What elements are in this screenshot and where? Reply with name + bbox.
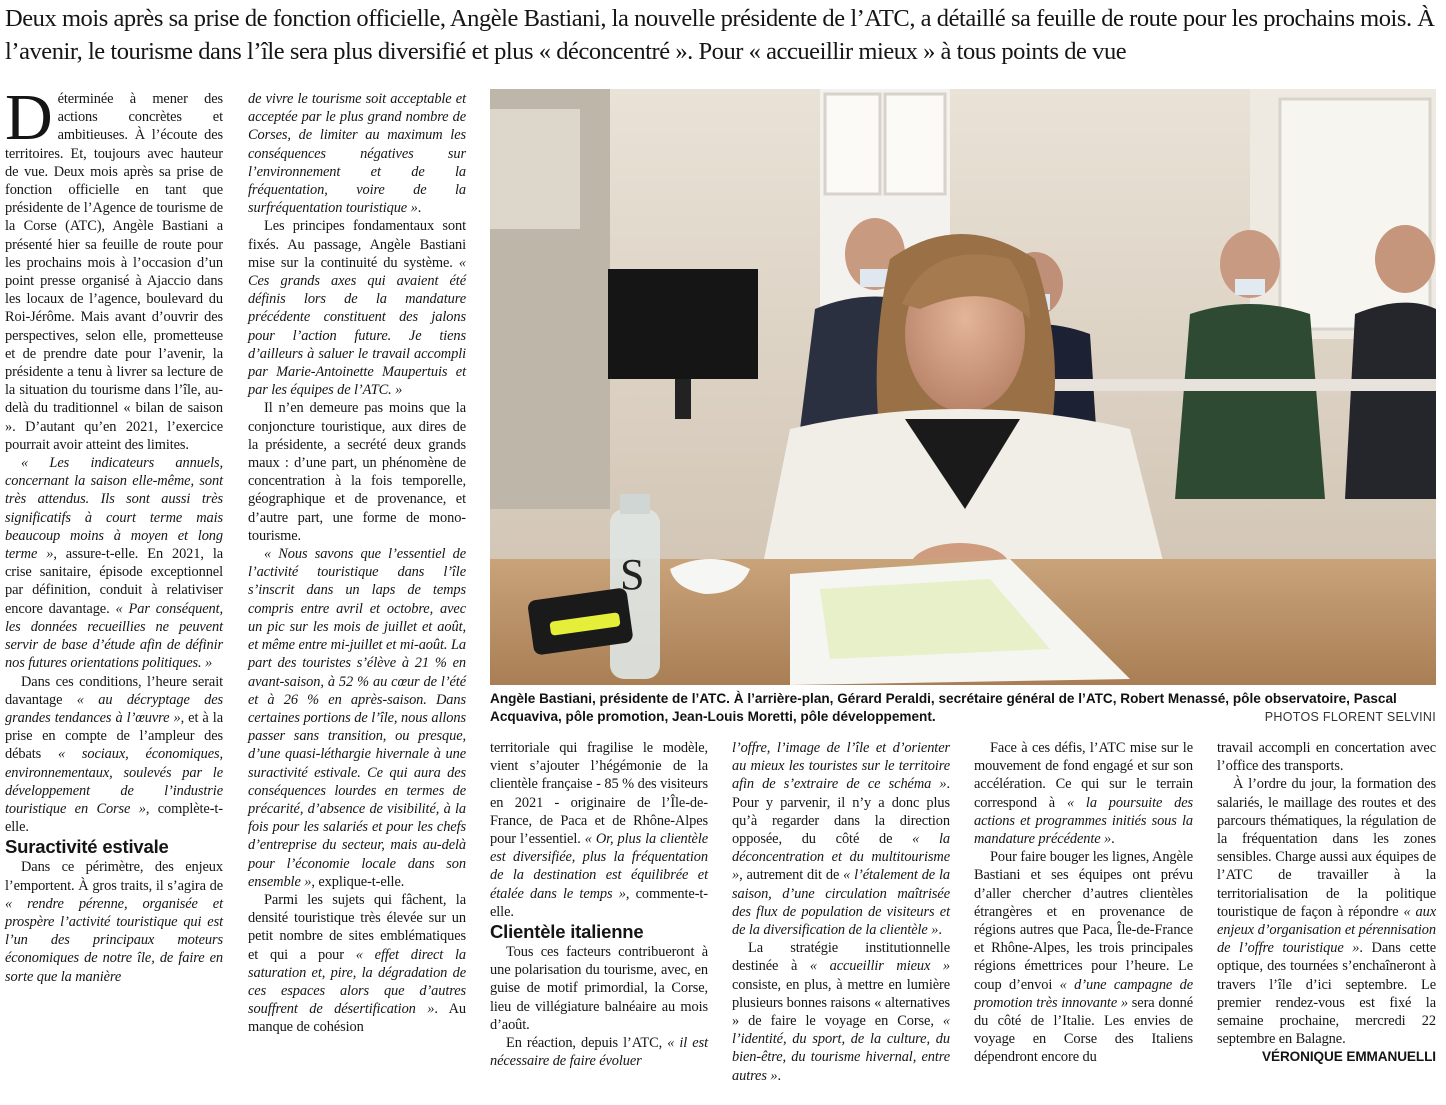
article-lede: Deux mois après sa prise de fonction officielle, Angèle Bastiani, la nouvelle présidente de l’ATC, a détaillé sa feuille de route pour les prochains mois. À l’avenir, le tourisme dans l’île sera plus diversifié et plus « déconcentré ». Pour « accueillir mieux » à tous points de vue	[5, 5, 1435, 65]
paragraph: Pour faire bouger les lignes, Angèle Bastiani et ses équipes ont prévu d’aller chercher d’autres clientèles étrangères et en provenance de régions autres que Paca, Île-de-France et Rhône-Alpes, les trois principales régions émettrices pour l’heure. Le coup d’envoi « d’une campagne de promotion très innovante » sera donné du côté de l’Italie. Les envies de voyage en Corse des Italiens dépendront encore du	[974, 849, 1193, 1066]
article-column-1	[5, 81, 224, 986]
paragraph: « Les indicateurs annuels, concernant la saison elle-même, sont très attendus. Ils sont aussi très significatifs à court terme mais beaucoup moins à moyen et long terme », assure-t-elle. En 2021, la crise sanitaire, épisode exceptionnel par définition, conduit à relativiser encore davantage. « Par conséquent, les données recueillies ne peuvent servir de base d’étude afin de définir nos futures orientations politiques. »	[5, 455, 224, 672]
paragraph: Les principes fondamentaux sont fixés. Au passage, Angèle Bastiani mise sur la continuité du système. « Ces grands axes qui avaient été définis lors de la mandature précédente constituent des jalons pour l’action future. Je tiens d’ailleurs à saluer le travail accompli par Marie-Antoinette Maupertuis et par les équipes de l’ATC. »	[248, 218, 466, 399]
paragraph: territoriale qui fragilise le modèle, vient s’ajouter l’hégémonie de la clientèle française - 85 % des visiteurs en 2021 - originaire de l’Île-de-France, de Paca et de Rhône-Alpes pour l’essentiel. « Or, plus la clientèle est diversifiée, plus la fréquentation de la destination est équilibrée et étalée dans le temps », commente-t-elle.	[490, 740, 709, 920]
bottle-label: S	[620, 550, 645, 599]
paragraph: « Nous savons que l’essentiel de l’activité touristique dans l’île s’inscrit dans un laps de temps compris entre avril et octobre, avec un pic sur les mois de juillet et août, et même entre mi-juillet et mi-août. La part des touristes s’élève à 21 % en avant-saison, à 52 % au cœur de l’été et à 26 % en après-saison. Dans certaines portions de l’île, nous allons passer sans transition, ou presque, d’une quasi-léthargie hivernale à une suractivité estivale. Ce qui aura des conséquences lourdes en termes de précarité, d’absence de visibilité, à la fois pour les salariés et pour les chefs d’entreprise du secteur, mais au-delà pour l’économie locale dans son ensemble », explique-t-elle.	[248, 546, 466, 890]
photo-caption: Angèle Bastiani, présidente de l’ATC. À l’arrière-plan, Gérard Peraldi, secrétaire général de l’ATC, Robert Menassé, pôle observatoire, Pascal Acquaviva, pôle promotion, Jean-Louis Moretti, pôle développement.	[490, 691, 1397, 724]
article-column-5	[974, 739, 1193, 1067]
paragraph: Il n’en demeure pas moins que la conjoncture touristique, aux dires de la présidente, a secrété deux grands maux : d’une part, un phénomène de concentration à la fois temporelle, géographique et de provenance, et d’autre part, une forme de mono-tourisme.	[248, 400, 466, 544]
paragraph: Dans ce périmètre, des enjeux l’emportent. À gros traits, il s’agira de « rendre pérenne, organisée et prospère l’activité touristique qui est l’un des principaux moteurs économiques de notre île, de faire en sorte que la manière	[5, 859, 223, 985]
paragraph: travail accompli en concertation avec l’office des transports.	[1217, 740, 1436, 775]
article-column-6	[1217, 739, 1436, 1067]
article-column-4	[732, 739, 950, 1085]
paragraph: Face à ces défis, l’ATC mise sur le mouvement de fond engagé et sur son accélération. Ce qui sur le terrain correspond à « la poursuite des actions et programmes initiés sous la mandature précédente ».	[974, 740, 1194, 848]
paragraph: À l’ordre du jour, la formation des salariés, le maillage des routes et des parcours thématiques, la régulation de la fréquentation dans les zones sensibles. Charge aussi aux équipes de l’ATC de travailler à la territorialisation de la politique touristique de façon à répondre « aux enjeux d’organisation et pérennisation de l’offre touristique ». Dans cette optique, des tournées s’enchaîneront à travers l’île d’ici septembre. Le premier rendez-vous est fixé la semaine prochaine, mercredi 22 septembre en Balagne.	[1217, 776, 1436, 1048]
article-column-3	[490, 739, 708, 1070]
paragraph: l’offre, l’image de l’île et d’orienter au mieux les touristes sur le territoire afin de s’extraire de ce schéma ». Pour y parvenir, il n’y a donc plus qu’à regarder dans la direction opposée, du côté de « la déconcentration et du multitourisme », autrement dit de « l’étalement de la saison, d’une circulation maîtrisée des flux de population de visiteurs et de la diversification de la clientèle ».	[732, 740, 950, 939]
article-column-2	[248, 90, 466, 1037]
author-signature: VÉRONIQUE EMMANUELLI	[1262, 1049, 1436, 1065]
paragraph: de vivre le tourisme soit acceptable et acceptée par le plus grand nombre de Corses, de limiter au maximum les conséquences négatives sur l’environnement et de la fréquentation, voire de la surfréquentation touristique ».	[248, 91, 466, 217]
paragraph: Dans ces conditions, l’heure serait davantage « au décryptage des grandes tendances à l’œuvre », et à la prise en compte de l’ampleur des débats « sociaux, économiques, environnementaux, soulevés par le développement de l’industrie touristique en Corse », complète-t-elle.	[5, 673, 223, 836]
subheading-suractivite: Suractivité estivale	[5, 836, 169, 858]
drop-cap: D	[5, 81, 53, 154]
paragraph: La stratégie institutionnelle destinée à « accueillir mieux » consiste, en plus, à mettre en lumière plusieurs bonnes raisons « alternatives » de faire le voyage en Corse, « l’identité, du sport, de la culture, du bien-être, du tourisme hivernal, entre autres ».	[732, 940, 950, 1084]
photo-credit: PHOTOS FLORENT SELVINI	[1264, 710, 1436, 724]
article-photo	[490, 89, 1436, 685]
subheading-clientele: Clientèle italienne	[490, 921, 644, 943]
paragraph: Parmi les sujets qui fâchent, la densité touristique très élevée sur un petit nombre de sites emblématiques et qui a pour « effet direct la saturation et, pire, la dégradation de ces espaces alors que d’autres souffrent de désertification ». Au manque de cohésion	[248, 891, 466, 1036]
paragraph-intro: Déterminée à mener des actions concrètes et ambitieuses. À l’écoute des territoires. Et, toujours avec hauteur de vue. Deux mois après sa prise de fonction officielle en tant que présidente de l’Agence de tourisme de la Corse (ATC), Angèle Bastiani a présenté hier sa feuille de route pour les prochains mois à l’occasion d’un point presse organisé à Ajaccio dans les locaux de l’agence, boulevard du Roi-Jérôme. Mais avant d’ouvrir des perspectives, selon elle, prometteuse et de prendre date pour l’avenir, la présidente a tenu à livrer sa lecture de la situation du tourisme dans l’île, au-delà du traditionnel « bilan de saison ». D’autant qu’en 2021, l’exercice pourrait avoir atteint des limites.	[5, 81, 223, 453]
paragraph: Tous ces facteurs contribueront à une polarisation du tourisme, avec, en guise de motif primordial, la Corse, lieu de villégiature balnéaire au mois d’août.	[490, 944, 708, 1033]
paragraph: En réaction, depuis l’ATC, « il est nécessaire de faire évoluer	[490, 1035, 708, 1070]
